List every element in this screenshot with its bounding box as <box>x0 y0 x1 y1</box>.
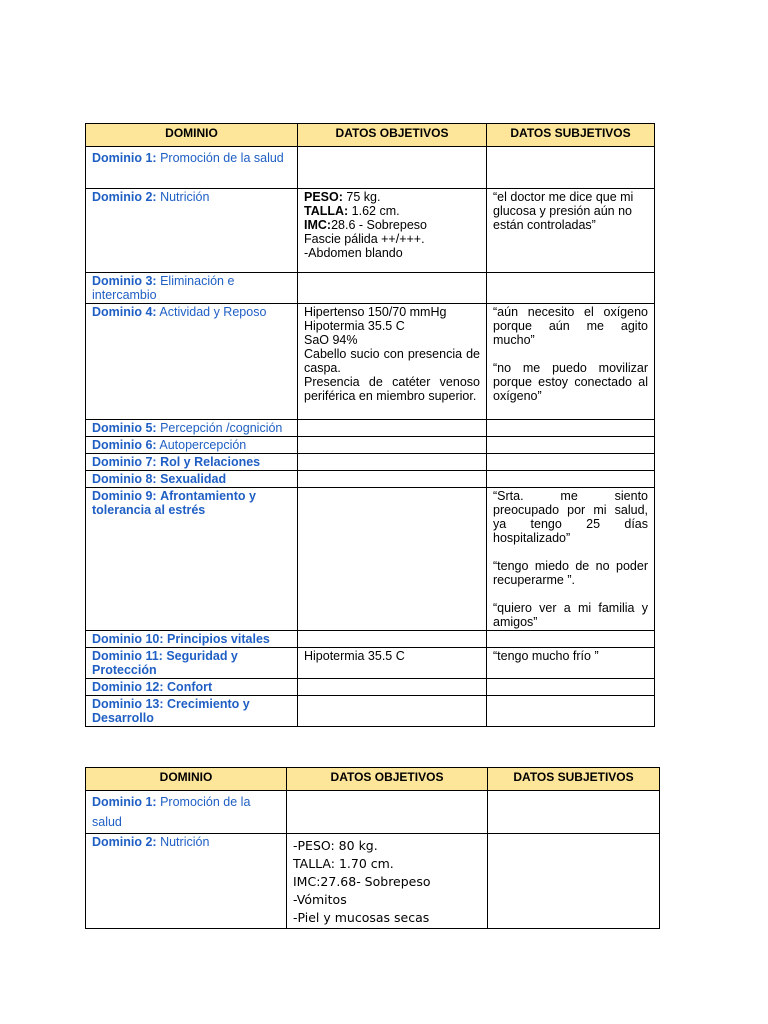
subjective-cell <box>487 471 655 488</box>
domain-cell <box>86 834 287 929</box>
objective-cell <box>298 679 487 696</box>
field-label: IMC: <box>304 218 332 232</box>
domain-number: Dominio 10: <box>92 632 164 646</box>
subjective-cell <box>487 631 655 648</box>
objective-cell <box>298 304 487 420</box>
domain-name: Confort <box>167 680 213 694</box>
table-row <box>86 420 655 437</box>
table-row <box>86 696 655 727</box>
objective-line: TALLA: 1.70 cm. <box>293 856 394 871</box>
objective-cell <box>298 189 487 273</box>
domain-name: Nutrición <box>160 835 210 849</box>
table-row <box>86 834 660 929</box>
domain-name: Autopercepción <box>159 438 247 452</box>
header-datos-subjetivos: DATOS SUBJETIVOS <box>487 124 655 147</box>
domain-cell <box>86 679 298 696</box>
objective-line: -Piel y mucosas secas <box>293 910 430 925</box>
domain-cell <box>86 488 298 631</box>
domain-number: Dominio 9: <box>92 489 157 503</box>
domain-name: Promoción de la salud <box>92 795 251 829</box>
domain-name: Nutrición <box>160 190 210 204</box>
header-dominio: DOMINIO <box>86 768 287 791</box>
objective-line: Cabello sucio con presencia de caspa. <box>304 347 480 375</box>
domain-name: Rol y Relaciones <box>160 455 261 469</box>
objective-line: -Vómitos <box>293 892 347 907</box>
domain-table-2 <box>85 767 660 929</box>
subjective-cell <box>487 454 655 471</box>
domain-cell <box>86 420 298 437</box>
domain-number: Dominio 3: <box>92 274 157 288</box>
domain-cell <box>86 147 298 189</box>
domain-number: Dominio 11: <box>92 649 163 663</box>
objective-line: Hipotermia 35.5 C <box>304 319 405 333</box>
table-row <box>86 437 655 454</box>
subjective-cell <box>487 147 655 189</box>
table-row <box>86 304 655 420</box>
field-value: Fascie pálida ++/+++. <box>304 232 425 246</box>
subjective-quote: “tengo mucho frío ” <box>493 649 599 663</box>
domain-table-1 <box>85 123 655 727</box>
objective-line <box>304 204 480 218</box>
table-row <box>86 471 655 488</box>
domain-cell <box>86 437 298 454</box>
domain-cell <box>86 648 298 679</box>
field-value: 75 kg. <box>342 190 381 204</box>
objective-line: -PESO: 80 kg. <box>293 838 378 853</box>
subjective-cell <box>487 437 655 454</box>
table-row <box>86 679 655 696</box>
objective-cell <box>298 147 487 189</box>
domain-number: Dominio 6: <box>92 438 157 452</box>
domain-name: Actividad y Reposo <box>159 305 267 319</box>
domain-number: Dominio 7: <box>92 455 157 469</box>
table-row <box>86 189 655 273</box>
subjective-cell <box>487 304 655 420</box>
objective-line: SaO 94% <box>304 333 358 347</box>
objective-cell <box>298 488 487 631</box>
domain-cell <box>86 471 298 488</box>
table-row <box>86 488 655 631</box>
domain-name: Percepción /cognición <box>160 421 283 435</box>
domain-number: Dominio 1: <box>92 795 157 809</box>
objective-line <box>304 232 480 246</box>
field-value: 28.6 - Sobrepeso <box>331 218 427 232</box>
subjective-cell <box>487 488 655 631</box>
objective-line <box>304 218 480 232</box>
domain-name: Seguridad y Protección <box>92 649 238 677</box>
objective-line <box>304 190 480 204</box>
domain-cell <box>86 454 298 471</box>
objective-cell <box>298 420 487 437</box>
domain-cell <box>86 189 298 273</box>
subjective-quote: “aún necesito el oxígeno porque aún me agito mucho” <box>493 305 648 347</box>
subjective-cell <box>488 791 660 834</box>
subjective-cell <box>487 679 655 696</box>
domain-cell <box>86 791 287 834</box>
subjective-cell <box>487 273 655 304</box>
header-datos-objetivos: DATOS OBJETIVOS <box>287 768 488 791</box>
objective-cell <box>298 454 487 471</box>
domain-name: Sexualidad <box>160 472 227 486</box>
objective-cell <box>298 471 487 488</box>
domain-name: Crecimiento y Desarrollo <box>92 697 250 725</box>
header-datos-objetivos: DATOS OBJETIVOS <box>298 124 487 147</box>
domain-cell <box>86 304 298 420</box>
subjective-cell <box>487 420 655 437</box>
domain-cell <box>86 696 298 727</box>
subjective-quote: “no me puedo movilizar porque estoy conectado al oxígeno” <box>493 361 648 403</box>
field-label: PESO: <box>304 190 343 204</box>
domain-cell <box>86 273 298 304</box>
subjective-quote: “el doctor me dice que mi glucosa y presión aún no están controladas” <box>493 190 634 232</box>
subjective-cell <box>487 696 655 727</box>
subjective-cell <box>487 189 655 273</box>
objective-cell <box>298 273 487 304</box>
subjective-quote: “quiero ver a mi familia y amigos” <box>493 601 648 629</box>
subjective-quote: “Srta. me siento preocupado por mi salud, ya tengo 25 días hospitalizado” <box>493 489 648 545</box>
header-dominio: DOMINIO <box>86 124 298 147</box>
objective-cell <box>298 631 487 648</box>
domain-name: Afrontamiento y tolerancia al estrés <box>92 489 256 517</box>
table-row <box>86 791 660 834</box>
objective-line <box>304 246 480 260</box>
subjective-cell <box>487 648 655 679</box>
domain-number: Dominio 2: <box>92 190 157 204</box>
domain-name: Promoción de la salud <box>160 151 284 165</box>
objective-cell <box>287 834 488 929</box>
objective-cell <box>287 791 488 834</box>
subjective-cell <box>488 834 660 929</box>
objective-line: Presencia de catéter venoso periférica en miembro superior. <box>304 375 480 403</box>
domain-number: Dominio 12: <box>92 680 164 694</box>
table-header-row <box>86 124 655 147</box>
table-row <box>86 454 655 471</box>
header-datos-subjetivos: DATOS SUBJETIVOS <box>488 768 660 791</box>
subjective-quote: “tengo miedo de no poder recuperarme ”. <box>493 559 648 587</box>
table-row <box>86 631 655 648</box>
objective-cell <box>298 437 487 454</box>
domain-number: Dominio 2: <box>92 835 157 849</box>
field-value: -Abdomen blando <box>304 246 403 260</box>
objective-line: Hipertenso 150/70 mmHg <box>304 305 447 319</box>
domain-number: Dominio 1: <box>92 151 157 165</box>
domain-number: Dominio 8: <box>92 472 157 486</box>
objective-cell <box>298 648 487 679</box>
domain-number: Dominio 5: <box>92 421 157 435</box>
domain-cell <box>86 631 298 648</box>
domain-number: Dominio 4: <box>92 305 157 319</box>
domain-name: Eliminación e intercambio <box>92 274 235 302</box>
objective-line: IMC:27.68- Sobrepeso <box>293 874 431 889</box>
field-label: TALLA: <box>304 204 349 218</box>
field-value: 1.62 cm. <box>348 204 400 218</box>
domain-number: Dominio 13: <box>92 697 164 711</box>
table-row <box>86 273 655 304</box>
domain-name: Principios vitales <box>167 632 270 646</box>
objective-line: Hipotermia 35.5 C <box>304 649 405 663</box>
table-row <box>86 147 655 189</box>
objective-cell <box>298 696 487 727</box>
table-row <box>86 648 655 679</box>
table-header-row <box>86 768 660 791</box>
